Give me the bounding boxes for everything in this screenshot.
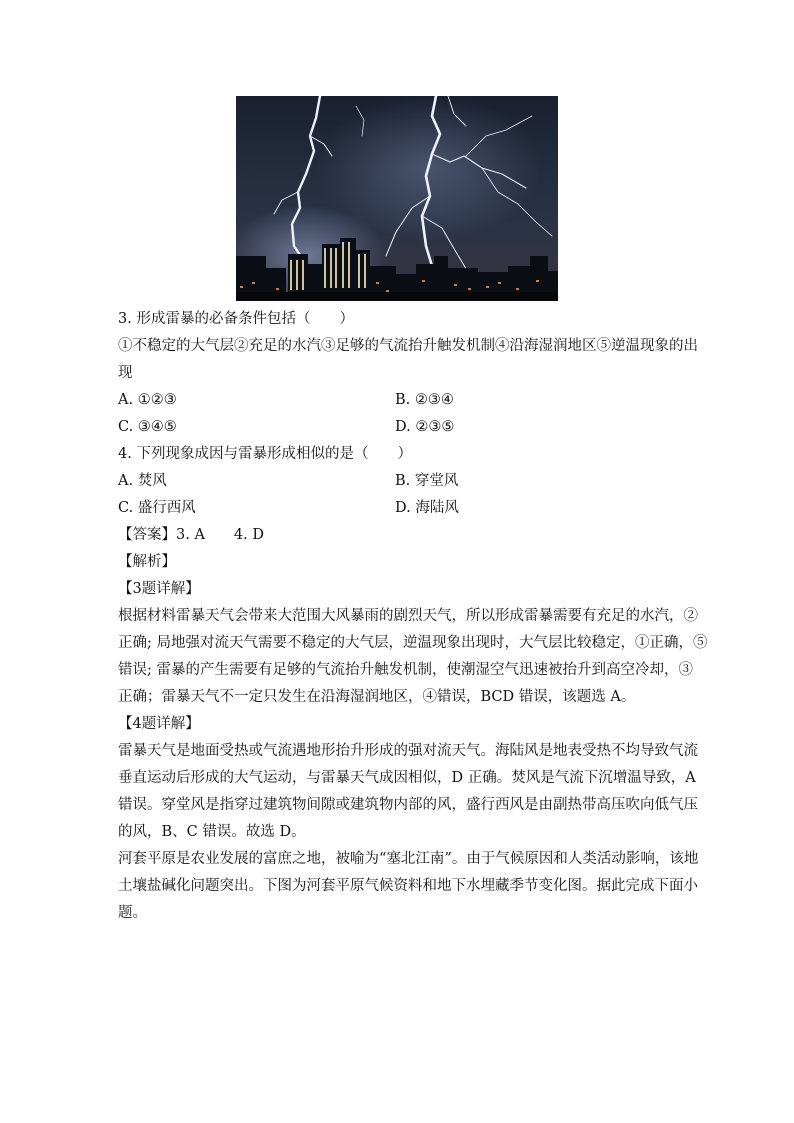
detail-3-label: 【3题详解】 bbox=[118, 581, 200, 597]
lightning-city-photo bbox=[236, 96, 558, 301]
detail-4-line: 的风，B、C 错误。故选 D。 bbox=[118, 824, 306, 840]
option-4d: D. 海陆风 bbox=[395, 500, 459, 516]
option-4c: C. 盛行西风 bbox=[118, 500, 196, 516]
detail-4-line: 雷暴天气是地面受热或气流遇地形抬升形成的强对流天气。海陆风是地表受热不均导致气流 bbox=[118, 743, 698, 759]
detail-3-line: 正确; 局地强对流天气需要不稳定的大气层，逆温现象出现时，大气层比较稳定，①正确，⑤ bbox=[118, 635, 708, 651]
detail-4-line: 垂直运动后形成的大气运动，与雷暴天气成因相似，D 正确。焚风是气流下沉增温导致，A bbox=[118, 770, 696, 786]
detail-4-label: 【4题详解】 bbox=[118, 716, 200, 732]
detail-3-line: 错误; 雷暴的产生需要有足够的气流抬升触发机制，使潮湿空气迅速被抬升到高空冷却，③ bbox=[118, 662, 693, 678]
option-4a: A. 焚风 bbox=[118, 473, 167, 489]
intro-line: 河套平原是农业发展的富庶之地，被喻为“塞北江南”。由于气候原因和人类活动影响，该地 bbox=[118, 851, 699, 867]
question-4-options-row-2 bbox=[118, 495, 678, 522]
question-4-stem: 4. 下列现象成因与雷暴形成相似的是（ ） bbox=[118, 446, 412, 462]
option-3d: D. ②③⑤ bbox=[395, 419, 455, 435]
question-3-options-row-1 bbox=[118, 387, 678, 414]
detail-3-line: 根据材料雷暴天气会带来大范围大风暴雨的剧烈天气，所以形成雷暴需要有充足的水汽，② bbox=[118, 608, 698, 624]
question-3-conditions-line-1: ①不稳定的大气层②充足的水汽③足够的气流抬升触发机制④沿海湿润地区⑤逆温现象的出 bbox=[118, 338, 698, 354]
option-3b: B. ②③④ bbox=[395, 392, 454, 408]
detail-3-line: 正确；雷暴天气不一定只发生在沿海湿润地区，④错误，BCD 错误，该题选 A。 bbox=[118, 689, 636, 705]
answer-text: 3. A 4. D bbox=[176, 527, 264, 543]
question-3-options-row-2 bbox=[118, 414, 678, 441]
intro-line: 土壤盐碱化问题突出。下图为河套平原气候资料和地下水埋藏季节变化图。据此完成下面小 bbox=[118, 878, 698, 894]
answer-label: 【答案】 bbox=[118, 527, 176, 543]
question-4-options-row-1 bbox=[118, 468, 678, 495]
question-3-stem: 3. 形成雷暴的必备条件包括（ ） bbox=[118, 311, 354, 327]
question-3-conditions-line-2: 现 bbox=[118, 365, 133, 381]
analysis-label: 【解析】 bbox=[118, 554, 176, 570]
option-4b: B. 穿堂风 bbox=[395, 473, 459, 489]
option-3a: A. ①②③ bbox=[118, 392, 177, 408]
detail-4-line: 错误。穿堂风是指穿过建筑物间隙或建筑物内部的风，盛行西风是由副热带高压吹向低气压 bbox=[118, 797, 698, 813]
answer-line bbox=[118, 522, 678, 549]
intro-line: 题。 bbox=[118, 905, 147, 921]
option-3c: C. ③④⑤ bbox=[118, 419, 177, 435]
